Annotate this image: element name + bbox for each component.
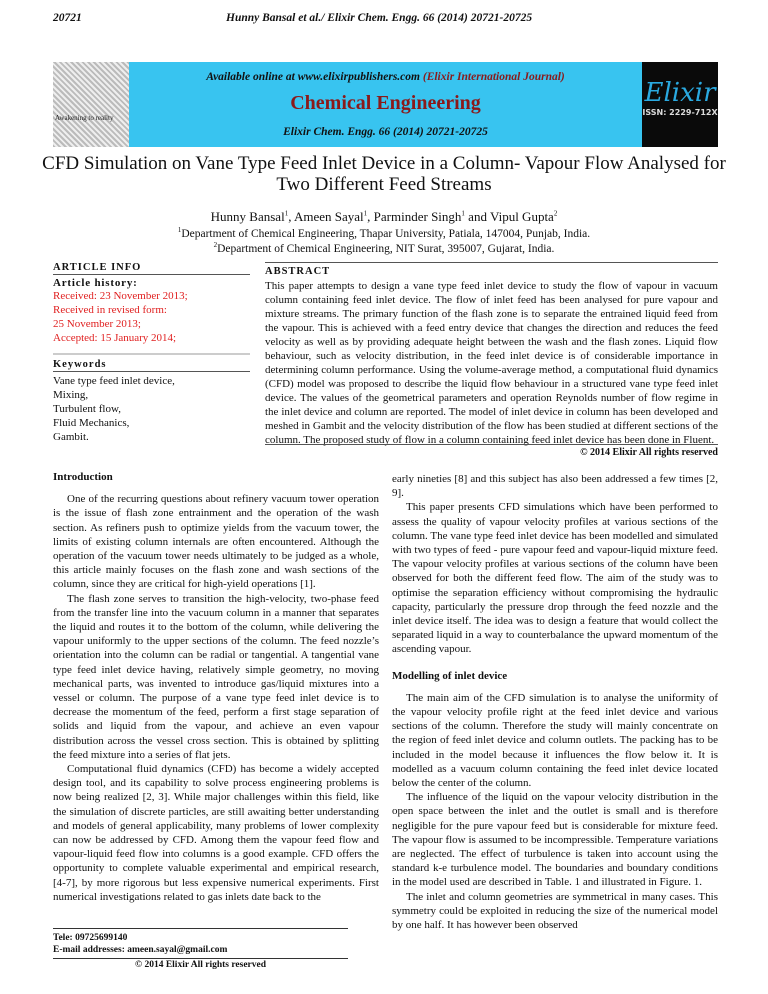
keyword: Fluid Mechanics, [53,417,130,429]
running-head: Hunny Bansal et al./ Elixir Chem. Engg. 66 (2014) 20721-20725 [226,12,533,24]
keywords-heading: Keywords [53,359,250,372]
history-item: Received in revised form: [53,304,167,316]
keyword: Turbulent flow, [53,403,121,415]
paragraph: The influence of the liquid on the vapour velocity distribution in the open space between the inlet and the outlet is small and is therefore negligible for the pure vapour feed but is considerable for mixture feed. The vapour flow is assumed to be incompressible. Temperature variations are neglected. The effect of turbulence is taken into account using the standard k-e turbulence model. The boundaries and boundary conditions in the model used are described in Table. 1 and illustrated in Figure. 1. [392,791,718,889]
affiliation-text: Department of Chemical Engineering, Thapar University, Patiala, 147004, Punjab, India. [181,227,591,240]
keyword: Gambit. [53,431,89,443]
history-heading: Article history: [53,277,138,289]
section-heading: Introduction [53,471,113,483]
history-item: 25 November 2013; [53,318,141,330]
footnote [53,928,348,971]
abstract-copyright: © 2014 Elixir All rights reserved [265,444,718,458]
abstract [265,262,718,447]
tree-logo [53,62,129,147]
author: Hunny Bansal [210,209,285,224]
article-info [53,262,250,444]
availability-url[interactable]: Available online at www.elixirpublishers.com [206,71,420,83]
history-item: Received: 23 November 2013; [53,290,188,302]
journal-citation: Elixir Chem. Engg. 66 (2014) 20721-20725 [283,126,488,138]
affiliation-sup: 2 [213,241,218,249]
email[interactable]: E-mail addresses: ameen.sayal@gmail.com [53,945,228,955]
author-sup: 1 [284,209,289,218]
paragraph: The inlet and column geometries are symmetrical in many cases. This symmetry could be exploited in reducing the size of the numerical model by one half. It has however been observed [392,890,718,932]
affiliation [0,226,768,240]
elixir-logo [642,62,718,147]
author: Vipul Gupta [489,209,554,224]
telephone: Tele: 09725699140 [53,933,128,943]
paragraph: The flash zone serves to transition the high-velocity, two-phase feed from the transfer line into the vacuum column in a manner that separates the liquid and routes it to the bottom of the column, while delivering the vapour uniformly to the upper sections of the column. The feed nozzle’s orientation into the column can be radial or tangential. A tangential vane type feed inlet device having, relatively simple geometry, no moving mechanical parts, was invented to introduce gas/liquid mixtures into a vessel or column. The purpose of a vane type feed inlet device is to decrease the momentum of the feed, perform a first stage separation of solids and liquid from the vapour, and achieve an even vapour distribution across the vessel cross section. This is obtained by splitting the feed mixture into a series of flat jets. [53,592,379,761]
elixir-logo-text: Elixir [644,78,716,108]
paragraph: One of the recurring questions about refinery vacuum tower operation is the issue of flash zone entrainment and the operation of the wash section. As refiners push to optimize yields from the vacuum tower, the limits of existing column internals are often encountered. Although the operation of the vacuum tower needs ultimately to be judged as a whole, this article mainly focuses on the flash zone and wash sections of the column, since they are critical for high-yield operations [1]. [53,493,379,591]
paper-title: CFD Simulation on Vane Type Feed Inlet Device in a Column- Vapour Flow Analysed for Two Different Feed Streams [42,153,726,195]
paragraph: Computational fluid dynamics (CFD) has become a widely accepted design tool, and its capability to solve process engineering problems is now being realized [2, 3]. While major challenges within this field, like the simulation of discrete particles, are still awaiting better understanding and models of general applicability, many problems of lower complexity can now be addressed by CFD. Among them the vapour feed flow and vapour-liquid feed flow into columns is a good example. CFD offers the opportunity to complete valuable experimental and empirical research, [4-7], by more rigorous but less expensive numerical experiments. First numerical investigations related to gas inlets date back to the [53,763,379,903]
authors: Hunny Bansal$^1$, Ameen Sayal$^1$, Parminder Singh$^1$ and Vipul Gupta$^2$ [210,209,558,224]
journal-banner [53,62,718,147]
keyword: Vane type feed inlet device, [53,375,175,387]
availability-line [129,71,642,83]
affiliation [0,241,768,255]
journal-note: (Elixir International Journal) [422,71,565,83]
author: Ameen Sayal [294,209,364,224]
keyword: Mixing, [53,389,89,401]
abstract-text: This paper attempts to design a vane type feed inlet device to study the flow of vapour in vacuum column containing feed inlet device. The flow of inlet feed has been analysed for pure vapour and mixture streams. The primary function of the flash zone is to separate the entrained liquid feed from the vapour. This is achieved with a feed entry device that changes the direction and reduces the feed velocity as well as by providing adequate height between the wash and the flash zones. Liquid flow behaviour, such as velocity distribution, in the feed inlet device is of considerable importance in determining column performance. Using the volume-average method, a computational fluid dynamics (CFD) model was proposed to describe the liquid flow behaviour in a structured vane type feed inlet device. The values of the geometrical parameters and operation Reynolds number of flow regime in the inlet device and column are reported. The model of inlet device in column has been developed and meshed in Gambit and the velocity distribution of the flow has been studied at different sections of the column. The proposed study of flow in a column containing feed inlet device has been done in Fluent. [265,280,718,446]
author-sup: 1 [461,209,465,218]
author-sup: 2 [553,209,558,218]
journal-section: Chemical Engineering [290,92,481,114]
paragraph: The main aim of the CFD simulation is to analyse the uniformity of the vapour velocity profile right at the feed inlet device and various sections of the column. Therefore the study will mainly concentrate on the region of feed inlet device and column outlets. The packing has to be included in the model because it influences the flow below it. It is modelled as a vacuum column containing the feed inlet device located below the center of the column. [392,691,718,790]
abstract-heading: ABSTRACT [265,266,331,277]
paragraph: early nineties [8] and this subject has also been addressed a few times [2, 9]. [392,473,718,500]
affiliation-sup: 1 [177,226,182,234]
author: Parminder Singh [373,209,462,224]
footer-copyright: © 2014 Elixir All rights reserved [53,958,348,971]
affiliation-text: Department of Chemical Engineering, NIT Surat, 395007, Gujarat, India. [217,242,555,255]
right-column [392,472,718,932]
article-info-heading: ARTICLE INFO [53,262,250,275]
history-item: Accepted: 15 January 2014; [53,332,177,344]
page-number: 20721 [53,12,82,24]
left-column [53,470,379,904]
paragraph: This paper presents CFD simulations which have been performed to assess the quality of vapour velocity profiles at various sections of the column. The vane type feed inlet device has been modelled and simulated with two types of feed - pure vapour feed and vapour-liquid mixture feed. The vapour velocity profiles at various sections of the column have been observed for both the different feed flow. The aim of the study was to optimise the separation efficiency without compromising the hydraulic capacity, particularly the pressure drop through the feed nozzle and the inlet device itself. The idea was to design a feature that would collect the separated liquid in a way to counterbalance the upward momentum of the ascending vapour. [392,501,718,656]
issn: ISSN: 2229-712X [642,108,718,117]
author-sup: 1 [363,209,368,218]
tree-logo-text: Awakening to reality [55,114,114,122]
section-heading: Modelling of inlet device [392,669,508,682]
